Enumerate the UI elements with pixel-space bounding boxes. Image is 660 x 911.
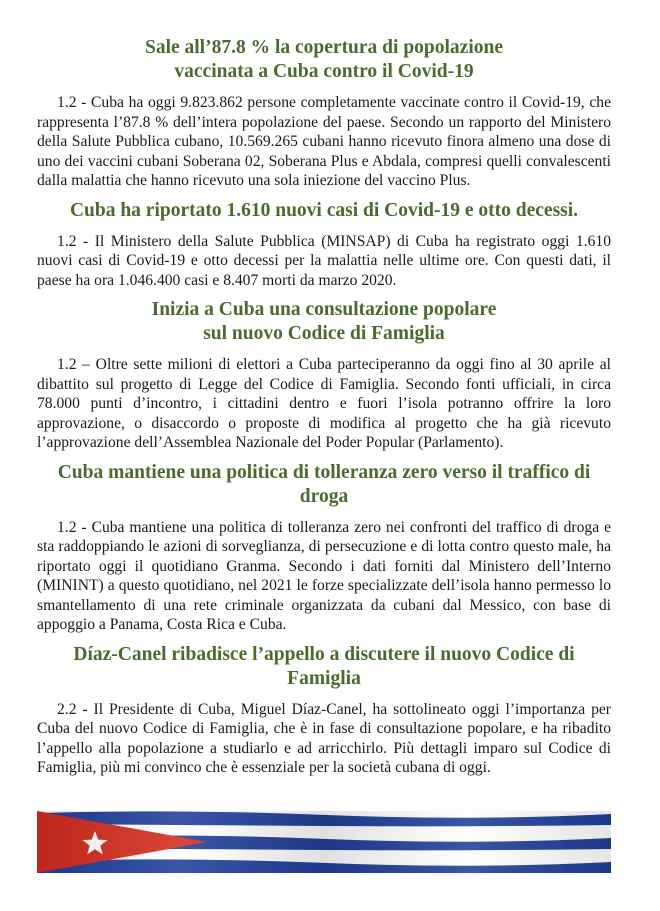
article-body: 2.2 - Il Presidente di Cuba, Miguel Díaz-Canel, ha sottolineato oggi l’importanza per Cuba del nuovo Codice di Famiglia, che è in fase di consultazione popolare, e ha ribadito l’appello alla popolazione a studiarlo e ad arricchirlo. Più dettagli imparo sul Codice di Famiglia, più mi convinco che è essenziale per la società cubana di oggi. [37, 700, 611, 776]
headline-drug-policy [37, 461, 611, 509]
headline-line: Díaz-Canel ribadisce l’appello a discutere il nuovo Codice di Famiglia [73, 643, 575, 689]
headline-family-code [37, 643, 611, 691]
article-page [37, 36, 611, 778]
headline-line: sul nuovo Codice di Famiglia [203, 323, 445, 344]
headline-vaccination [37, 36, 611, 84]
cuban-flag-icon [37, 811, 611, 873]
article-vaccination [37, 36, 611, 191]
article-consultation [37, 298, 611, 453]
headline-line: Inizia a Cuba una consultazione popolare [151, 299, 497, 320]
article-drug-policy [37, 461, 611, 635]
flag-shading [37, 811, 611, 873]
cuban-flag-banner [37, 811, 611, 873]
headline-line: Cuba mantiene una politica di tolleranza zero verso il traffico di droga [57, 461, 591, 507]
article-body: 1.2 - Cuba ha oggi 9.823.862 persone completamente vaccinate contro il Covid-19, che rappresenta l’87.8 % dell’intera popolazione del paese. Secondo un rapporto del Ministero della Salute Pubblica cubano, 10.569.265 cubani hanno ricevuto finora almeno una dose di uno dei vaccini cubani Soberana 02, Soberana Plus e Abdala, compresi quelli convalescenti dalla malattia che hanno ricevuto una sola iniezione del vaccino Plus. [37, 94, 611, 189]
headline-line: Cuba ha riportato 1.610 nuovi casi di Covid-19 e otto decessi. [69, 199, 579, 221]
article-new-cases [37, 199, 611, 291]
headline-consultation [37, 298, 611, 346]
headline-line: vaccinata a Cuba contro il Covid-19 [174, 61, 474, 82]
article-body: 1.2 - Cuba mantiene una politica di tolleranza zero nei confronti del traffico di droga e sta raddoppiando le azioni di sorveglianza, di persecuzione e di lotta contro questo male, ha riportato oggi il quotidiano Granma. Secondo i dati forniti dal Ministero dell’Interno (MININT) a questo quotidiano, nel 2021 le forze specializzate dell’isola hanno permesso lo smantellamento di una rete criminale organizzata da cubani dal Messico, con base di appoggio a Panama, Costa Rica e Cuba. [37, 518, 611, 633]
article-body: 1.2 – Oltre sette milioni di elettori a Cuba parteciperanno da oggi fino al 30 aprile al dibattito sul progetto di Legge del Codice di Famiglia. Secondo fonti ufficiali, in circa 78.000 punti d’incontro, i cittadini dentro e fuori l’isola potranno offrire la loro approvazione, o disaccordo o proposte di modifica al progetto che ha già ricevuto l’approvazione dell’Assemblea Nazionale del Poder Popular (Parlamento). [37, 356, 611, 451]
headline-line: Sale all’87.8 % la copertura di popolazione [144, 37, 504, 58]
headline-new-cases [37, 199, 611, 223]
article-family-code [37, 643, 611, 778]
article-body: 1.2 - Il Ministero della Salute Pubblica (MINSAP) di Cuba ha registrato oggi 1.610 nuovi casi di Covid-19 e otto decessi per la malattia nelle ultime ore. Con questi dati, il paese ha ora 1.046.400 casi e 8.407 morti da marzo 2020. [37, 232, 611, 289]
